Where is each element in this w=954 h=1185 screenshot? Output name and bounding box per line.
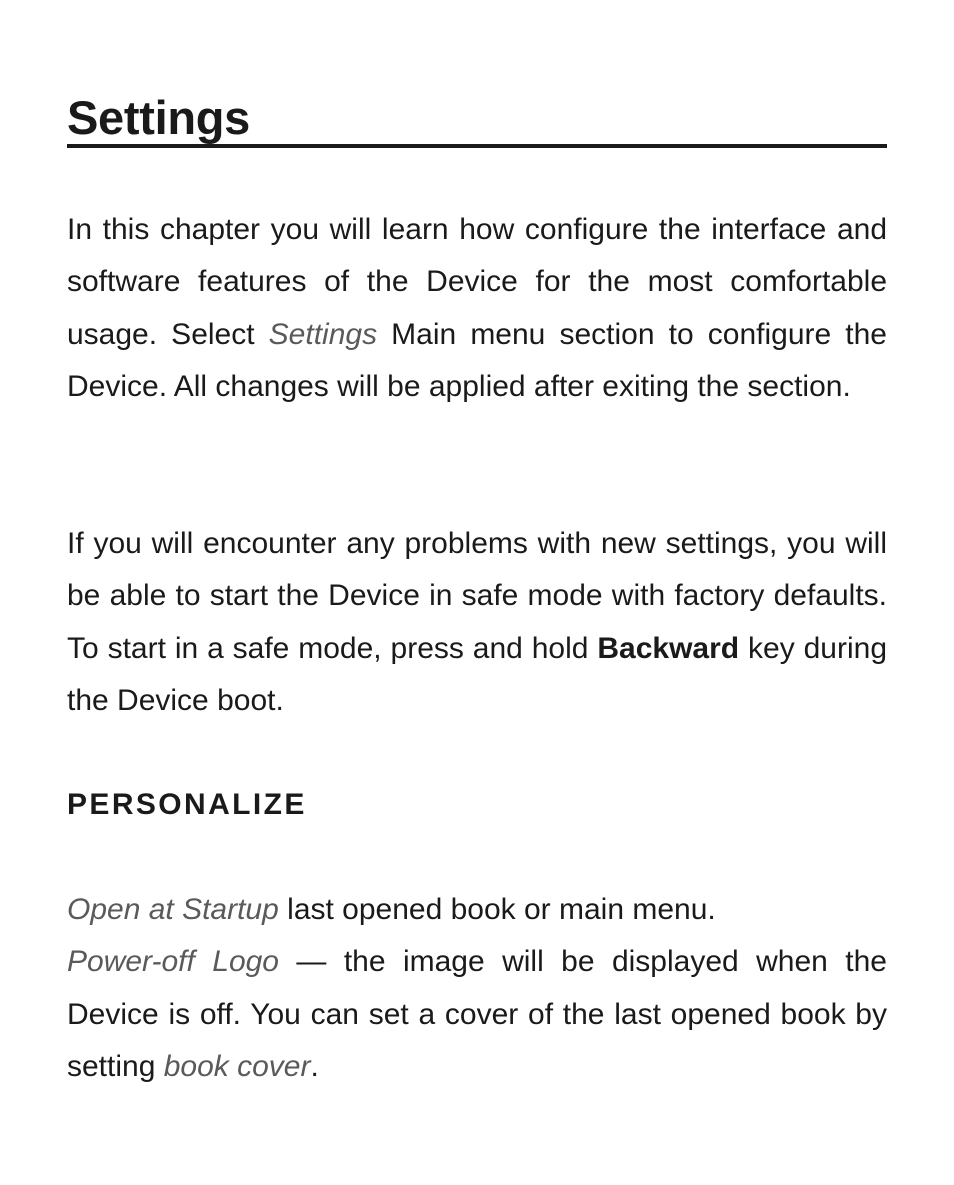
safe-mode-paragraph xyxy=(67,518,887,727)
section-heading-personalize: PERSONALIZE xyxy=(67,788,307,821)
closing-period: . xyxy=(310,1049,319,1083)
title-underline xyxy=(67,88,887,148)
open-at-startup-term: Open at Startup xyxy=(67,893,279,926)
settings-term: Settings xyxy=(268,317,378,351)
intro-text-before: In this chapter you will learn how configure the interface and software features of the Device for the most comfortable usage. Select xyxy=(67,213,887,351)
intro-text-after: Main menu section to configure the Device. All changes will be applied after exiting the section. xyxy=(67,317,887,403)
intro-paragraph xyxy=(67,204,887,413)
book-cover-term: book cover xyxy=(163,1049,311,1083)
poweroff-logo-text: — the image will be displayed when the Device is off. You can set a cover of the last opened book by setting xyxy=(67,945,887,1083)
poweroff-logo-term: Power-off Logo xyxy=(67,945,279,979)
personalize-paragraph xyxy=(67,884,887,1093)
open-at-startup-text: last opened book or main menu. xyxy=(278,893,716,926)
page-title: Settings xyxy=(67,91,251,144)
backward-key-name: Backward xyxy=(597,631,740,665)
open-at-startup-line xyxy=(67,884,887,936)
safe-mode-text-after: key during the Device boot. xyxy=(67,631,888,717)
safe-mode-text-before: If you will encounter any problems with new settings, you will be able to start the Device in safe mode with factory defaults. To start in a safe mode, press and hold xyxy=(67,527,887,665)
